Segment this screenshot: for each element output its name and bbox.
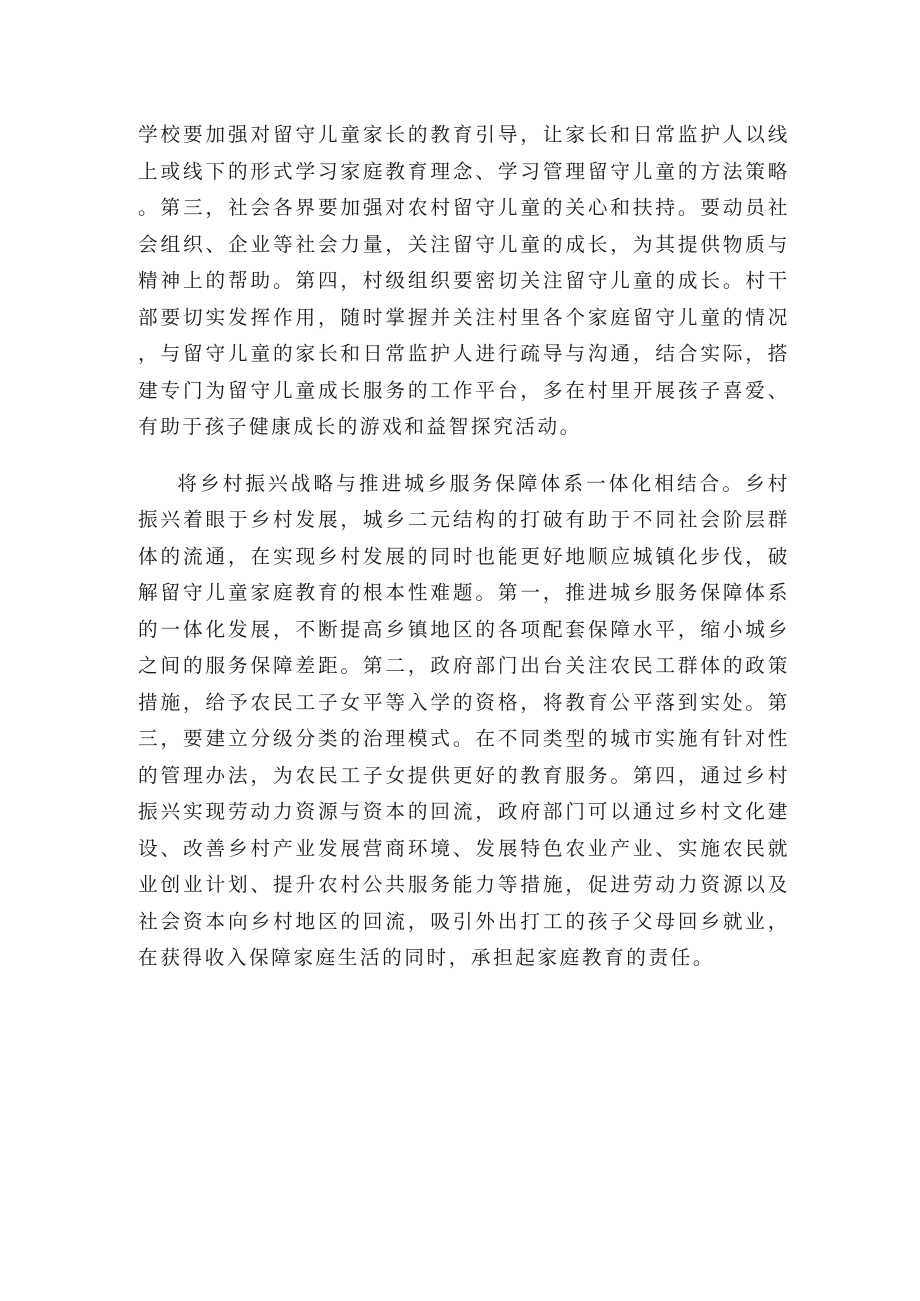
paragraph-continuation: 学校要加强对留守儿童家长的教育引导，让家长和日常监护人以线上或线下的形式学习家庭教育理念、学习管理留守儿童的方法策略。第三，社会各界要加强对农村留守儿童的关心和扶持。要动员社会组织、企业等社会力量，关注留守儿童的成长，为其提供物质与精神上的帮助。第四，村级组织要密切关注留守儿童的成长。村干部要切实发挥作用，随时掌握并关注村里各个家庭留守儿童的情况，与留守儿童的家长和日常监护人进行疏导与沟通，结合实际，搭建专门为留守儿童成长服务的工作平台，多在村里开展孩子喜爱、有助于孩子健康成长的游戏和益智探究活动。: [138, 123, 790, 438]
document-body: [138, 117, 790, 977]
paragraph-rural-revitalization: 将乡村振兴战略与推进城乡服务保障体系一体化相结合。乡村振兴着眼于乡村发展，城乡二元结构的打破有助于不同社会阶层群体的流通，在实现乡村发展的同时也能更好地顺应城镇化步伐，破解留守儿童家庭教育的根本性难题。第一，推进城乡服务保障体系的一体化发展，不断提高乡镇地区的各项配套保障水平，缩小城乡之间的服务保障差距。第二，政府部门出台关注农民工群体的政策措施，给予农民工子女平等入学的资格，将教育公平落到实处。第三，要建立分级分类的治理模式。在不同类型的城市实施有针对性的管理办法，为农民工子女提供更好的教育服务。第四，通过乡村振兴实现劳动力资源与资本的回流，政府部门可以通过乡村文化建设、改善乡村产业发展营商环境、发展特色农业产业、实施农民就业创业计划、提升农村公共服务能力等措施，促进劳动力资源以及社会资本向乡村地区的回流，吸引外出打工的孩子父母回乡就业，在获得收入保障家庭生活的同时，承担起家庭教育的责任。: [138, 471, 790, 969]
